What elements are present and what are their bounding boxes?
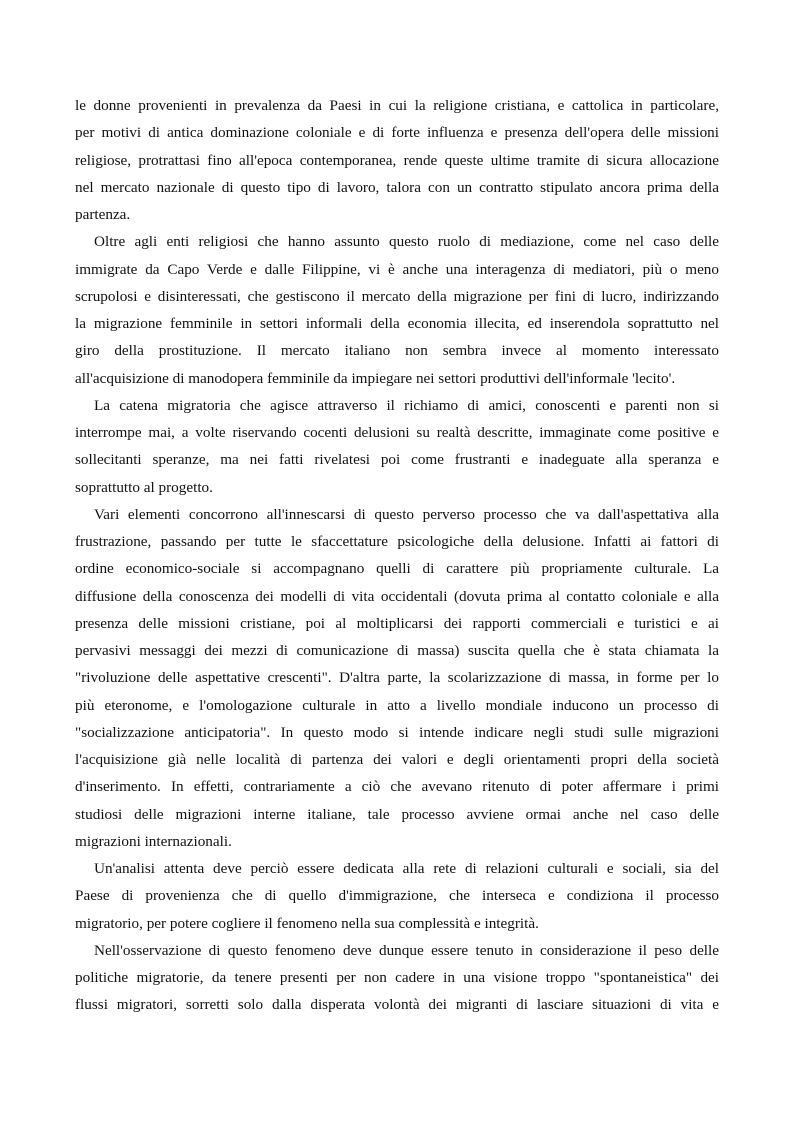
text-line: religiose, protrattasi fino all'epoca contemporanea, rende queste ultime tramite di sicura allocazione	[75, 151, 719, 169]
paragraph	[75, 228, 719, 392]
text-line: più eteronome, e l'omologazione culturale in atto a livello mondiale inducono un processo di	[75, 696, 719, 714]
text-line: La catena migratoria che agisce attraverso il richiamo di amici, conoscenti e parenti non si	[94, 396, 719, 414]
text-line: Oltre agli enti religiosi che hanno assunto questo ruolo di mediazione, come nel caso delle	[94, 233, 719, 251]
text-line: interrompe mai, a volte riservando cocenti delusioni su realtà descritte, immaginate come positive e	[75, 424, 719, 441]
text-line: presenza delle missioni cristiane, poi al moltiplicarsi dei rapporti commerciali e turistici e ai	[75, 614, 719, 632]
text-line: Nell'osservazione di questo fenomeno deve dunque essere tenuto in considerazione il peso delle	[94, 941, 719, 959]
text-line: all'acquisizione di manodopera femminile da impiegare nei settori produttivi dell'informale 'lecito'.	[75, 369, 676, 387]
text-line: Un'analisi attenta deve perciò essere dedicata alla rete di relazioni culturali e sociali, sia del	[94, 860, 719, 877]
text-line: pervasivi messaggi dei mezzi di comunicazione di massa) suscita quella che è stata chiamata la	[75, 642, 719, 659]
text-line: partenza.	[75, 206, 131, 223]
text-line: ordine economico-sociale si accompagnano quelli di carattere più propriamente culturale. La	[75, 560, 719, 578]
paragraph	[75, 92, 719, 228]
text-line: Paese di provenienza che di quello d'immigrazione, che interseca e condiziona il processo	[75, 887, 719, 905]
text-line: "socializzazione anticipatoria". In questo modo si intende indicare negli studi sulle migrazioni	[75, 723, 719, 741]
text-line: migrazioni internazionali.	[75, 832, 232, 850]
text-line: la migrazione femminile in settori informali della economia illecita, ed inserendola soprattutto nel	[75, 315, 719, 332]
paragraph	[75, 855, 719, 937]
text-line: migratorio, per potere cogliere il fenomeno nella sua complessità e integrità.	[75, 914, 539, 932]
body-text	[75, 92, 719, 1019]
text-line: le donne provenienti in prevalenza da Paesi in cui la religione cristiana, e cattolica in particolare,	[75, 97, 719, 114]
text-line: soprattutto al progetto.	[75, 478, 213, 496]
text-line: per motivi di antica dominazione coloniale e di forte influenza e presenza dell'opera delle missioni	[75, 124, 719, 142]
paragraph	[75, 392, 719, 501]
text-line: flussi migratori, sorretti solo dalla disperata volontà dei migranti di lasciare situazioni di vita e	[75, 996, 719, 1014]
text-line: "rivoluzione delle aspettative crescenti". D'altra parte, la scolarizzazione di massa, in forme per lo	[75, 669, 719, 687]
text-line: politiche migratorie, da tenere presenti per non cadere in una visione troppo "spontaneistica" dei	[75, 969, 719, 986]
text-line: Vari elementi concorrono all'innescarsi di questo perverso processo che va dall'aspettativa alla	[94, 505, 719, 523]
text-line: l'acquisizione già nelle località di partenza dei valori e degli orientamenti propri della società	[75, 751, 719, 768]
text-line: sollecitanti speranze, ma nei fatti rivelatesi poi come frustranti e inadeguate alla speranza e	[75, 451, 719, 469]
text-line: diffusione della conoscenza dei modelli di vita occidentali (dovuta prima al contatto coloniale e alla	[75, 587, 719, 605]
text-line: d'inserimento. In effetti, contrariamente a ciò che avevano ritenuto di poter affermare i primi	[75, 778, 719, 796]
paragraph	[75, 937, 719, 1019]
text-line: frustrazione, passando per tutte le sfaccettature psicologiche della delusione. Infatti ai fattori di	[75, 533, 719, 550]
text-line: immigrate da Capo Verde e dalle Filippine, vi è anche una interagenza di mediatori, più o meno	[75, 260, 719, 278]
text-line: studiosi delle migrazioni interne italiane, tale processo avviene ormai anche nel caso delle	[75, 805, 719, 823]
text-line: scrupolosi e disinteressati, che gestiscono il mercato della migrazione per fini di lucro, indirizzando	[75, 287, 719, 305]
text-line: giro della prostituzione. Il mercato italiano non sembra invece al momento interessato	[75, 342, 719, 360]
text-line: nel mercato nazionale di questo tipo di lavoro, talora con un contratto stipulato ancora prima della	[75, 178, 719, 196]
paragraph	[75, 501, 719, 855]
